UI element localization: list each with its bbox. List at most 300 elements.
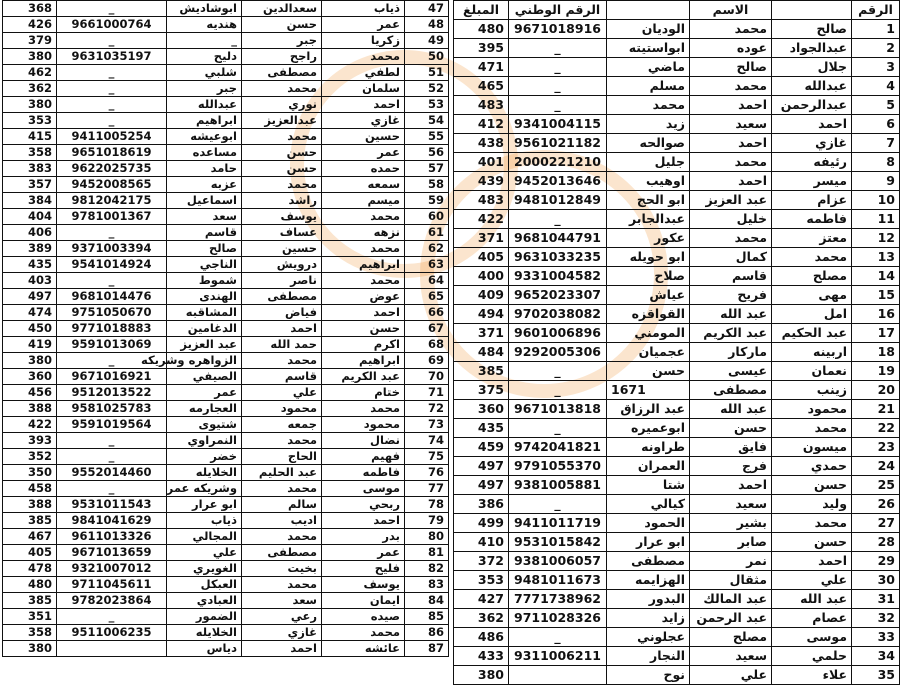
national-id-cell: 9681044791 bbox=[509, 229, 607, 248]
amount-cell: 357 bbox=[3, 177, 57, 193]
father-name-cell: مصطفى bbox=[690, 381, 772, 400]
father-name-cell: عبد العزيز bbox=[690, 191, 772, 210]
family-name-cell: شلبي bbox=[167, 65, 242, 81]
table-row bbox=[454, 324, 900, 343]
first-name-cell: بدر bbox=[322, 529, 405, 545]
first-name-cell: فاطمه bbox=[772, 210, 852, 229]
family-name-cell: دليح bbox=[167, 49, 242, 65]
amount-cell: 380 bbox=[3, 353, 57, 369]
row-number-cell: 16 bbox=[852, 305, 900, 324]
national-id-cell: _ bbox=[509, 495, 607, 514]
father-name-cell: راشد bbox=[242, 193, 322, 209]
first-name-cell: احمد bbox=[772, 115, 852, 134]
national-id-cell: 9512013522 bbox=[57, 385, 167, 401]
table-row bbox=[3, 417, 449, 433]
row-number-cell: 24 bbox=[852, 457, 900, 476]
table-row bbox=[3, 65, 449, 81]
table-header-row bbox=[454, 1, 900, 20]
family-name-cell: خضر bbox=[167, 449, 242, 465]
row-number-cell: 26 bbox=[852, 495, 900, 514]
first-name-cell: حسين bbox=[322, 129, 405, 145]
table-row bbox=[454, 305, 900, 324]
national-id-cell: 9601006896 bbox=[509, 324, 607, 343]
row-number-cell: 18 bbox=[852, 343, 900, 362]
father-name-cell: يوسف bbox=[242, 209, 322, 225]
first-name-cell: حسن bbox=[772, 533, 852, 552]
father-name-cell: صالح bbox=[690, 58, 772, 77]
father-name-cell: بشير bbox=[690, 514, 772, 533]
first-name-cell: نزهه bbox=[322, 225, 405, 241]
first-name-cell: احمد bbox=[322, 305, 405, 321]
row-number-cell: 58 bbox=[405, 177, 449, 193]
row-number-cell: 56 bbox=[405, 145, 449, 161]
family-name-cell: الحمود bbox=[607, 514, 690, 533]
national-id-cell: 9671018916 bbox=[509, 20, 607, 39]
first-name-cell: سلمان bbox=[322, 81, 405, 97]
father-name-cell: خليل bbox=[690, 210, 772, 229]
father-name-cell: مصلح bbox=[690, 628, 772, 647]
table-row bbox=[454, 609, 900, 628]
family-name-cell: صالح bbox=[167, 241, 242, 257]
first-name-cell: عصام bbox=[772, 609, 852, 628]
row-number-cell: 69 bbox=[405, 353, 449, 369]
national-id-cell: 9631035197 bbox=[57, 49, 167, 65]
table-row bbox=[3, 449, 449, 465]
father-name-cell: سعد bbox=[242, 593, 322, 609]
amount-cell: 412 bbox=[454, 115, 509, 134]
row-number-cell: 25 bbox=[852, 476, 900, 495]
amount-cell: 362 bbox=[454, 609, 509, 628]
table-row bbox=[454, 438, 900, 457]
national-id-cell: _ bbox=[509, 628, 607, 647]
father-name-cell: حمد الله bbox=[242, 337, 322, 353]
first-name-cell: زكريا bbox=[322, 33, 405, 49]
table-row bbox=[454, 153, 900, 172]
row-number-cell: 87 bbox=[405, 641, 449, 657]
family-name-cell: ابوشاديش bbox=[167, 1, 242, 17]
national-id-cell: _ bbox=[509, 381, 607, 400]
father-name-cell: جبر bbox=[242, 33, 322, 49]
first-name-cell: محمد bbox=[322, 625, 405, 641]
row-number-cell: 84 bbox=[405, 593, 449, 609]
amount-cell: 422 bbox=[454, 210, 509, 229]
national-id-cell: 2000221210 bbox=[509, 153, 607, 172]
father-name-cell: علي bbox=[242, 385, 322, 401]
national-id-cell: 9452008565 bbox=[57, 177, 167, 193]
father-name-cell: عساف bbox=[242, 225, 322, 241]
father-name-cell: سعيد bbox=[690, 115, 772, 134]
amount-cell: 480 bbox=[3, 577, 57, 593]
row-number-cell: 57 bbox=[405, 161, 449, 177]
national-id-cell: 9661000764 bbox=[57, 17, 167, 33]
amount-cell: 360 bbox=[454, 400, 509, 419]
father-name-cell: محمد bbox=[242, 529, 322, 545]
family-name-cell: مسلم bbox=[607, 77, 690, 96]
father-name-cell: حسن bbox=[690, 419, 772, 438]
father-name-cell: محمد bbox=[242, 177, 322, 193]
first-name-cell: لطفي bbox=[322, 65, 405, 81]
row-number-cell: 22 bbox=[852, 419, 900, 438]
amount-cell: 380 bbox=[3, 641, 57, 657]
father-name-cell: محمد bbox=[242, 353, 322, 369]
family-name-cell: كيالي bbox=[607, 495, 690, 514]
national-id-cell: _ bbox=[57, 97, 167, 113]
family-name-cell: المومني bbox=[607, 324, 690, 343]
father-name-cell: قاسم bbox=[242, 369, 322, 385]
table-row bbox=[3, 33, 449, 49]
table-row bbox=[454, 134, 900, 153]
national-id-cell: _ bbox=[57, 65, 167, 81]
father-name-cell: كمال bbox=[690, 248, 772, 267]
table-row bbox=[454, 400, 900, 419]
first-name-cell: ابراهيم bbox=[322, 353, 405, 369]
amount-cell: 385 bbox=[3, 513, 57, 529]
national-id-cell: 9611013326 bbox=[57, 529, 167, 545]
family-name-cell: ابو حويله bbox=[607, 248, 690, 267]
national-id-cell: 9841041629 bbox=[57, 513, 167, 529]
amount-cell: 435 bbox=[454, 419, 509, 438]
row-number-cell: 80 bbox=[405, 529, 449, 545]
father-name-cell: عيسى bbox=[690, 362, 772, 381]
family-name-cell: ابوعميره bbox=[607, 419, 690, 438]
table-row bbox=[454, 20, 900, 39]
amount-cell: 352 bbox=[3, 449, 57, 465]
table-row bbox=[454, 39, 900, 58]
father-name-cell: محمد bbox=[242, 481, 322, 497]
amount-cell: 385 bbox=[454, 362, 509, 381]
national-id-cell: _ bbox=[57, 225, 167, 241]
first-name-cell: مصلح bbox=[772, 267, 852, 286]
table-row bbox=[454, 229, 900, 248]
table-row bbox=[454, 590, 900, 609]
national-id-cell: _ bbox=[57, 609, 167, 625]
table-row bbox=[454, 343, 900, 362]
family-name-cell: الهزايمه bbox=[607, 571, 690, 590]
father-name-cell: سعدالدين bbox=[242, 1, 322, 17]
family-name-cell: شتا bbox=[607, 476, 690, 495]
first-name-cell: حمده bbox=[322, 161, 405, 177]
father-name-cell: راجح bbox=[242, 49, 322, 65]
row-number-cell: 19 bbox=[852, 362, 900, 381]
amount-cell: 371 bbox=[454, 229, 509, 248]
father-name-cell: حسن bbox=[242, 145, 322, 161]
amount-cell: 401 bbox=[454, 153, 509, 172]
table-row bbox=[3, 129, 449, 145]
table-row bbox=[3, 305, 449, 321]
table-row bbox=[3, 641, 449, 657]
father-name-cell: احمد bbox=[690, 476, 772, 495]
family-name-cell: حسن bbox=[607, 362, 690, 381]
father-name-cell: عبد الكريم bbox=[690, 324, 772, 343]
national-id-cell: 9531011543 bbox=[57, 497, 167, 513]
table-row bbox=[454, 115, 900, 134]
table-row bbox=[454, 381, 900, 400]
amount-cell: 438 bbox=[454, 134, 509, 153]
table-row bbox=[454, 666, 900, 685]
first-name-cell: عبدالله bbox=[772, 77, 852, 96]
row-number-cell: 50 bbox=[405, 49, 449, 65]
national-id-cell: _ bbox=[57, 33, 167, 49]
amount-cell: 480 bbox=[454, 20, 509, 39]
national-id-cell: _ bbox=[57, 449, 167, 465]
row-number-cell: 9 bbox=[852, 172, 900, 191]
first-name-cell: عائشه bbox=[322, 641, 405, 657]
father-name-cell: حسين bbox=[242, 241, 322, 257]
first-name-cell: صالح bbox=[772, 20, 852, 39]
row-number-cell: 49 bbox=[405, 33, 449, 49]
table-row bbox=[454, 58, 900, 77]
first-name-cell: ايمان bbox=[322, 593, 405, 609]
national-id-cell: 9671016921 bbox=[57, 369, 167, 385]
table-row bbox=[3, 513, 449, 529]
row-number-cell: 73 bbox=[405, 417, 449, 433]
family-name-cell: طراونه bbox=[607, 438, 690, 457]
row-number-cell: 85 bbox=[405, 609, 449, 625]
table-row bbox=[454, 571, 900, 590]
national-id-cell: _ bbox=[509, 77, 607, 96]
family-name-cell: جبر bbox=[167, 81, 242, 97]
first-name-cell: ختام bbox=[322, 385, 405, 401]
row-number-cell: 12 bbox=[852, 229, 900, 248]
table-row bbox=[454, 172, 900, 191]
first-name-cell: محمد bbox=[322, 241, 405, 257]
family-name-cell: شموط bbox=[167, 273, 242, 289]
table-row bbox=[3, 497, 449, 513]
table-row bbox=[3, 209, 449, 225]
amount-cell: 371 bbox=[454, 324, 509, 343]
amount-cell: 478 bbox=[3, 561, 57, 577]
row-number-cell: 61 bbox=[405, 225, 449, 241]
table-row bbox=[454, 96, 900, 115]
table-row bbox=[454, 533, 900, 552]
row-number-cell: 59 bbox=[405, 193, 449, 209]
father-name-cell: الحاج bbox=[242, 449, 322, 465]
row-number-cell: 74 bbox=[405, 433, 449, 449]
national-id-cell: _ bbox=[509, 419, 607, 438]
first-name-cell: محمد bbox=[322, 273, 405, 289]
row-number-cell: 28 bbox=[852, 533, 900, 552]
table-row bbox=[3, 1, 449, 17]
father-name-cell: فياض bbox=[242, 305, 322, 321]
row-number-cell: 51 bbox=[405, 65, 449, 81]
national-id-cell: 9782023864 bbox=[57, 593, 167, 609]
national-id-cell: 9631033235 bbox=[509, 248, 607, 267]
family-name-cell: ابو الحج bbox=[607, 191, 690, 210]
first-name-cell: علاء bbox=[772, 666, 852, 685]
first-name-cell: عزام bbox=[772, 191, 852, 210]
family-name-cell: الخلايله bbox=[167, 465, 242, 481]
row-number-cell: 5 bbox=[852, 96, 900, 115]
table-row bbox=[454, 267, 900, 286]
national-id-cell: _ bbox=[509, 210, 607, 229]
father-name-cell: مثقال bbox=[690, 571, 772, 590]
father-name-cell: مصطفى bbox=[242, 289, 322, 305]
row-number-cell: 67 bbox=[405, 321, 449, 337]
national-id-cell: 9411011719 bbox=[509, 514, 607, 533]
table-row bbox=[3, 97, 449, 113]
national-id-cell: _ bbox=[57, 81, 167, 97]
row-number-cell: 52 bbox=[405, 81, 449, 97]
father-name-cell: فرج bbox=[690, 457, 772, 476]
family-name-cell: النمراوي bbox=[167, 433, 242, 449]
first-name-cell: غازي bbox=[772, 134, 852, 153]
first-name-cell: علي bbox=[772, 571, 852, 590]
national-id-cell: 9781001367 bbox=[57, 209, 167, 225]
national-id-cell: _ bbox=[57, 273, 167, 289]
table-row bbox=[3, 177, 449, 193]
amount-cell: 467 bbox=[3, 529, 57, 545]
first-name-cell: محمود bbox=[322, 417, 405, 433]
national-id-cell: 9771018883 bbox=[57, 321, 167, 337]
first-name-cell: معتز bbox=[772, 229, 852, 248]
national-id-cell: 9481011673 bbox=[509, 571, 607, 590]
first-name-cell: ربحي bbox=[322, 497, 405, 513]
amount-cell: 403 bbox=[3, 273, 57, 289]
amount-cell: 484 bbox=[454, 343, 509, 362]
amount-cell: 415 bbox=[3, 129, 57, 145]
row-number-cell: 10 bbox=[852, 191, 900, 210]
national-id-cell: _ bbox=[57, 113, 167, 129]
amount-cell: 497 bbox=[454, 476, 509, 495]
amount-cell: 368 bbox=[3, 1, 57, 17]
family-name-cell: الزواهره وشريكه bbox=[167, 353, 242, 369]
table-row bbox=[3, 49, 449, 65]
father-name-cell: صابر bbox=[690, 533, 772, 552]
father-name-cell: قاسم bbox=[690, 267, 772, 286]
father-name-cell: احمد bbox=[690, 172, 772, 191]
national-id-cell: 9541014924 bbox=[57, 257, 167, 273]
national-id-cell: 9581025783 bbox=[57, 401, 167, 417]
amount-cell: 426 bbox=[3, 17, 57, 33]
amount-cell: 406 bbox=[3, 225, 57, 241]
family-name-cell: عبد الرزاق bbox=[607, 400, 690, 419]
family-name-cell: ذياب bbox=[167, 513, 242, 529]
national-id-cell: 9381006057 bbox=[509, 552, 607, 571]
first-name-cell: محمد bbox=[772, 248, 852, 267]
first-name-cell: محمد bbox=[322, 49, 405, 65]
row-number-cell: 8 bbox=[852, 153, 900, 172]
row-number-cell: 35 bbox=[852, 666, 900, 685]
table-row bbox=[454, 647, 900, 666]
father-name-cell: محمد bbox=[242, 577, 322, 593]
row-number-cell: 34 bbox=[852, 647, 900, 666]
table-row bbox=[454, 210, 900, 229]
amount-cell: 358 bbox=[3, 145, 57, 161]
row-number-cell: 32 bbox=[852, 609, 900, 628]
national-id-cell: 9702038082 bbox=[509, 305, 607, 324]
table-row bbox=[3, 433, 449, 449]
national-id-cell: _ bbox=[509, 96, 607, 115]
table-row bbox=[3, 401, 449, 417]
family-name-cell: ابواستيته bbox=[607, 39, 690, 58]
national-id-cell bbox=[57, 641, 167, 657]
first-name-cell: محمود bbox=[772, 400, 852, 419]
national-id-cell: 9531015842 bbox=[509, 533, 607, 552]
row-number-cell: 65 bbox=[405, 289, 449, 305]
table-row bbox=[454, 77, 900, 96]
amount-cell: 405 bbox=[454, 248, 509, 267]
table-row bbox=[454, 552, 900, 571]
amount-cell: 422 bbox=[3, 417, 57, 433]
table-row bbox=[454, 362, 900, 381]
national-id-cell: 9381005881 bbox=[509, 476, 607, 495]
row-number-cell: 78 bbox=[405, 497, 449, 513]
first-name-cell: ميسم bbox=[322, 193, 405, 209]
table-row bbox=[3, 193, 449, 209]
first-name-cell: حمدي bbox=[772, 457, 852, 476]
father-name-cell: عبد المالك bbox=[690, 590, 772, 609]
amount-cell: 372 bbox=[454, 552, 509, 571]
header-name: الاسم bbox=[690, 1, 772, 20]
national-id-cell: 9552014460 bbox=[57, 465, 167, 481]
first-name-cell: احمد bbox=[322, 97, 405, 113]
national-id-cell: 9622025735 bbox=[57, 161, 167, 177]
amount-cell: 380 bbox=[454, 666, 509, 685]
family-name-cell: هنديه bbox=[167, 17, 242, 33]
father-name-cell: محمد bbox=[242, 81, 322, 97]
family-name-cell: الخلايله bbox=[167, 625, 242, 641]
amount-cell: 462 bbox=[3, 65, 57, 81]
first-name-cell: رئيفه bbox=[772, 153, 852, 172]
amount-cell: 433 bbox=[454, 647, 509, 666]
family-name-cell: الصيفي bbox=[167, 369, 242, 385]
family-name-cell: صلاح bbox=[607, 267, 690, 286]
amount-cell: 435 bbox=[3, 257, 57, 273]
amount-cell: 360 bbox=[3, 369, 57, 385]
national-id-cell: 9651018619 bbox=[57, 145, 167, 161]
father-name-cell: فريح bbox=[690, 286, 772, 305]
family-name-cell: سعد bbox=[167, 209, 242, 225]
family-name-cell: ابراهيم bbox=[167, 113, 242, 129]
father-name-cell: حسن bbox=[242, 161, 322, 177]
first-name-cell: محمد bbox=[322, 209, 405, 225]
national-id-cell: _ bbox=[509, 39, 607, 58]
first-name-cell: نعمان bbox=[772, 362, 852, 381]
first-name-cell: مهى bbox=[772, 286, 852, 305]
father-name-cell: احمد bbox=[242, 641, 322, 657]
first-name-cell: فاطمه bbox=[322, 465, 405, 481]
row-number-cell: 62 bbox=[405, 241, 449, 257]
father-name-cell: درويش bbox=[242, 257, 322, 273]
family-name-cell: _ bbox=[167, 33, 242, 49]
beneficiaries-table bbox=[453, 0, 900, 685]
father-name-cell: غازي bbox=[242, 625, 322, 641]
amount-cell: 358 bbox=[3, 625, 57, 641]
father-name-cell: مصطفى bbox=[242, 65, 322, 81]
father-name-cell: محمد bbox=[690, 77, 772, 96]
table-row bbox=[3, 337, 449, 353]
national-id-cell: _ bbox=[57, 433, 167, 449]
family-name-cell: علي bbox=[167, 545, 242, 561]
first-name-cell: صيده bbox=[322, 609, 405, 625]
row-number-cell: 29 bbox=[852, 552, 900, 571]
national-id-cell: 9331004582 bbox=[509, 267, 607, 286]
row-number-cell: 60 bbox=[405, 209, 449, 225]
first-name-cell: عبد الكريم bbox=[322, 369, 405, 385]
national-id-cell: 9711028326 bbox=[509, 609, 607, 628]
row-number-cell: 11 bbox=[852, 210, 900, 229]
row-number-cell: 55 bbox=[405, 129, 449, 145]
father-name-cell: عبد الله bbox=[690, 305, 772, 324]
row-number-cell: 66 bbox=[405, 305, 449, 321]
father-name-cell: اديب bbox=[242, 513, 322, 529]
family-name-cell: اسماعيل bbox=[167, 193, 242, 209]
national-id-cell: _ bbox=[57, 481, 167, 497]
national-id-cell: 9652023307 bbox=[509, 286, 607, 305]
amount-cell: 483 bbox=[454, 191, 509, 210]
national-id-cell: 9791055370 bbox=[509, 457, 607, 476]
amount-cell: 409 bbox=[454, 286, 509, 305]
